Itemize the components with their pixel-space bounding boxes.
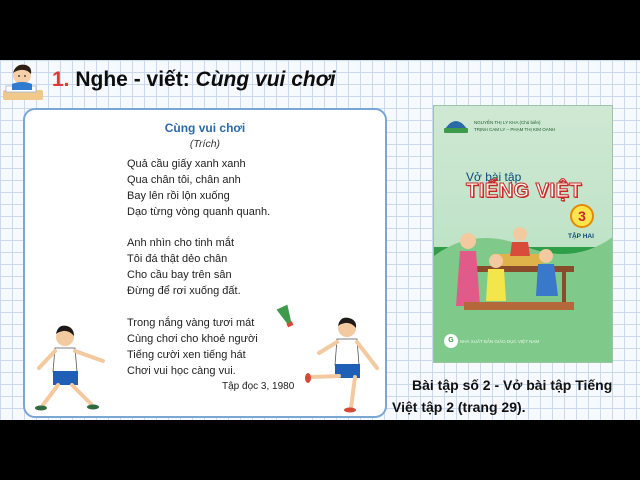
slide xyxy=(0,60,640,420)
student-writing-icon xyxy=(0,60,46,106)
poem-line: Đừng để rơi xuống đất. xyxy=(127,285,241,297)
exercise-label: Nghe - viết: xyxy=(75,68,190,91)
cover-grade-badge: 3 xyxy=(570,204,594,228)
poem-line: Tiếng cười xen tiếng hát xyxy=(127,349,246,361)
poem-line: Chơi vui học càng vui. xyxy=(127,365,236,377)
exercise-poem-name: Cùng vui chơi xyxy=(195,68,336,91)
caption-line-1: Bài tập số 2 - Vở bài tập Tiếng xyxy=(412,377,613,393)
exercise-number: 1. xyxy=(52,68,70,91)
textbook-cover xyxy=(433,105,613,363)
poem-line: Dạo từng vòng quanh quanh. xyxy=(127,206,271,218)
series-logo-icon xyxy=(442,115,470,135)
poem-title: Cùng vui chơi xyxy=(164,121,246,135)
poem-source: Tập đọc 3, 1980 xyxy=(222,381,295,392)
poem-line: Bay lên rồi lộn xuống xyxy=(127,190,230,202)
poem-line: Trong nắng vàng tươi mát xyxy=(127,317,255,329)
poem-line: Tôi đá thật dẻo chân xyxy=(127,253,228,265)
cover-title-large: TIẾNG VIỆT xyxy=(466,180,583,202)
poem-stanza-2 xyxy=(127,235,241,299)
exercise-caption xyxy=(392,374,640,418)
poem-line: Cho cầu bay trên sân xyxy=(127,269,232,281)
cover-author-line: NGUYỄN THỊ LY KHA (Chủ biên) xyxy=(474,120,541,125)
left-boy-figure xyxy=(35,326,103,411)
poem-line: Anh nhìn cho tinh mắt xyxy=(127,237,235,249)
poem-stanza-1 xyxy=(127,156,270,220)
shuttlecock-icon xyxy=(276,305,296,329)
poem-line: Qua chân tôi, chân anh xyxy=(127,174,241,186)
cover-authors xyxy=(474,119,555,133)
poem-subtitle: (Trích) xyxy=(189,138,221,150)
poem-card xyxy=(23,108,387,418)
poem-stanza-3 xyxy=(127,315,258,379)
exercise-heading xyxy=(52,68,336,92)
cover-title-small: Vở bài tập xyxy=(466,170,522,184)
caption-line-2: Việt tập 2 (trang 29). xyxy=(392,399,526,415)
poem-line: Quả cầu giấy xanh xanh xyxy=(127,158,246,170)
right-boy-figure xyxy=(305,318,377,413)
cover-volume: TẬP HAI xyxy=(568,233,594,240)
cover-author-line: TRỊNH CAM LY – PHẠM THỊ KIM OANH xyxy=(474,127,556,132)
publisher-logo-icon: G xyxy=(444,334,458,348)
cover-publisher: NHÀ XUẤT BẢN GIÁO DỤC VIỆT NAM xyxy=(460,339,540,344)
poem-line: Cùng chơi cho khoẻ người xyxy=(127,333,258,345)
